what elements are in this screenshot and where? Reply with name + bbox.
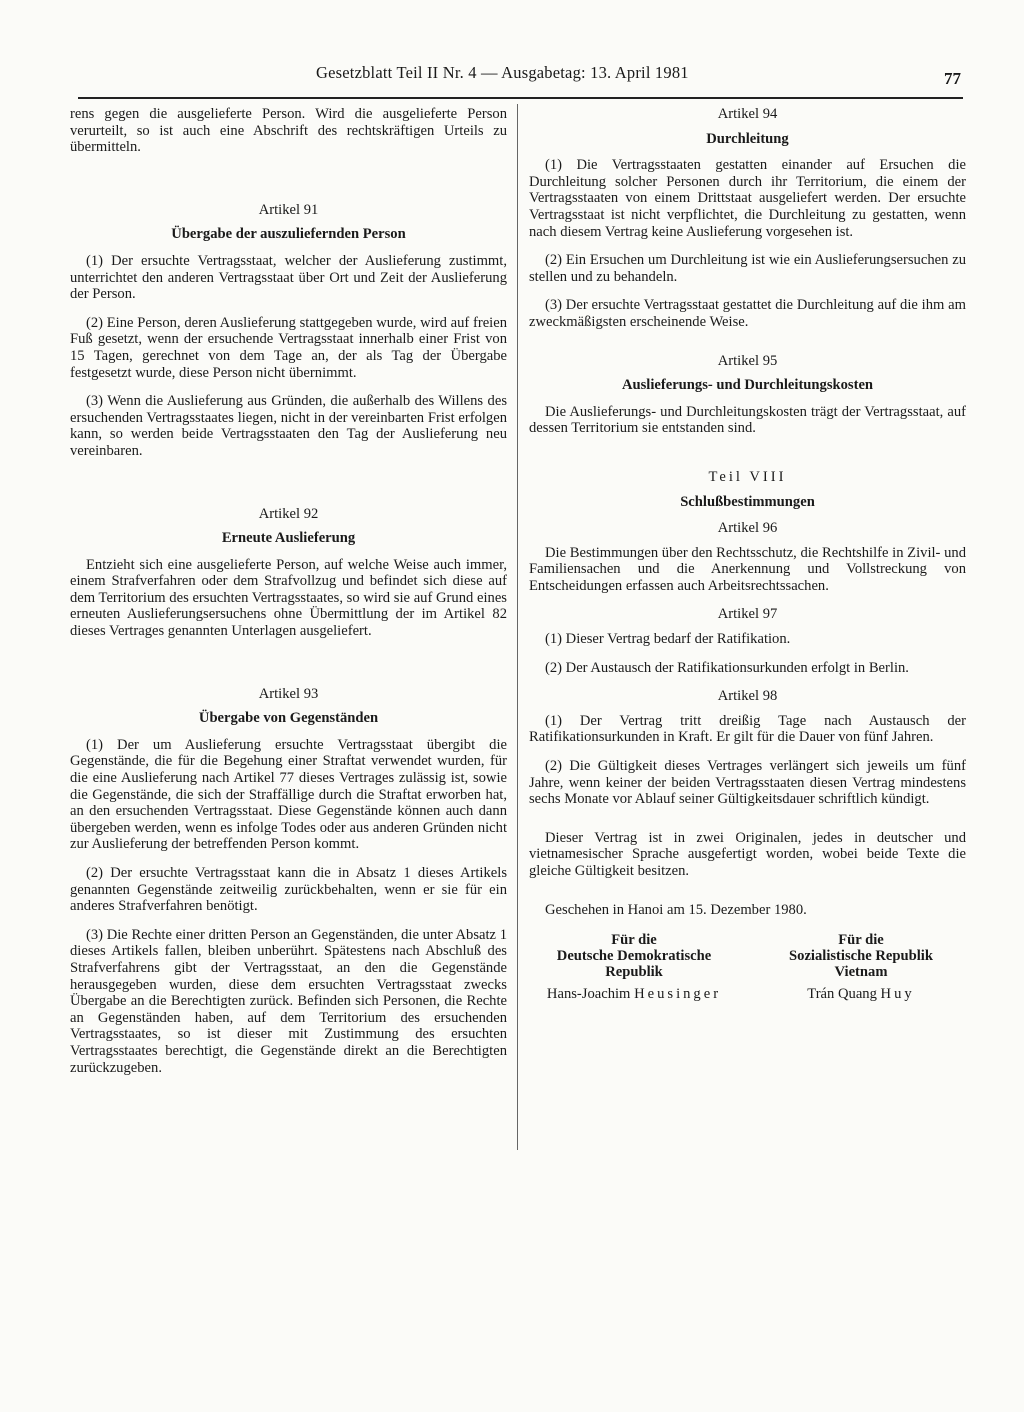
page-header xyxy=(78,63,963,99)
article-94-para-1: (1) Die Vertragsstaaten gestatten einander auf Ersuchen die Durchleitung solcher Personen durch ihr Territorium, die einem der Vertragsstaaten von einem Drittstaat ausgeliefert werden. Der ersuchte Vertragsstaat ist nicht verpflichtet, die Durchleitung zu gestatten, wenn nach diesem Vertrag keine Auslieferung vorgesehen ist. xyxy=(529,157,966,240)
header-title: Gesetzblatt Teil II Nr. 4 — Ausgabetag: 13. April 1981 xyxy=(316,63,689,82)
article-94-para-2: (2) Ein Ersuchen um Durchleitung ist wie ein Auslieferungsersuchen zu stellen und zu behandeln. xyxy=(529,252,966,285)
page-number: 77 xyxy=(944,69,961,88)
article-98-para-2: (2) Die Gültigkeit dieses Vertrages verlängert sich jeweils um fünf Jahre, wenn keiner der beiden Vertragsstaaten diesen Vertrag mindestens sechs Monate vor Ablauf seiner Gültigkeitsdauer schriftlich kündigt. xyxy=(529,758,966,808)
article-91-para-1: (1) Der ersuchte Vertragsstaat, welcher der Auslieferung zustimmt, unterrichtet den anderen Vertragsstaat über Ort und Zeit der Auslieferung der Person. xyxy=(70,252,507,303)
article-92-label: Artikel 92 xyxy=(258,505,319,522)
sig-gdr-name xyxy=(529,986,739,1003)
article-91-para-3: (3) Wenn die Auslieferung aus Gründen, die außerhalb des Willens des ersuchenden Vertragsstaates liegen, nicht in der vereinbarten Frist erfolgen kann, so werden beide Vertragsstaaten den Tag der Auslieferung neu vereinbaren. xyxy=(70,393,507,459)
article-98-para-1: (1) Der Vertrag tritt dreißig Tage nach Austausch der Ratifikationsurkunden in Kraft. Er gilt für die Dauer von fünf Jahren. xyxy=(529,712,966,746)
article-91-para-2: (2) Eine Person, deren Auslieferung stattgegeben wurde, wird auf freien Fuß gesetzt, wenn der ersuchende Vertragsstaat innerhalb einer Frist von 15 Tagen, gerechnet von dem Tage an, der als Tag der Übergabe festgesetzt wurde, diese Person nicht übernimmt. xyxy=(70,314,507,381)
sig-vn-line-1: Für die xyxy=(838,932,884,949)
article-93-para-1: (1) Der um Auslieferung ersuchte Vertragsstaat übergibt die Gegenstände, die für die Begehung einer Straftat verwendet wurden, für die eine Auslieferung nach Artikel 77 dieses Vertrages zulässig ist, sowie die Gegenstände, die sich der Straffällige durch die Straftat erworben hat, an den ersuchenden Vertragsstaat. Diese Gegenstände können auch dann übergeben werden, wenn es infolge Todes oder aus anderen Gründen nicht zur Auslieferung der betreffenden Person kommt. xyxy=(70,736,507,853)
signature-section xyxy=(529,932,966,1003)
sig-vn-line-2: Sozialistische Republik xyxy=(789,948,933,965)
sig-gdr-last-name: Heusinger xyxy=(634,986,722,1003)
article-96-para-1: Die Bestimmungen über den Rechtsschutz, die Rechtshilfe in Zivil- und Familiensachen und die Anerkennung und Vollstreckung von Entscheidungen erfassen auch Arbeitsrechtssachen. xyxy=(529,544,966,594)
part-label: Teil VIII xyxy=(708,468,787,485)
article-95-para-1: Die Auslieferungs- und Durchleitungskosten trägt der Vertragsstaat, auf dessen Territorium sie entstanden sind. xyxy=(529,403,966,437)
article-93-para-2: (2) Der ersuchte Vertragsstaat kann die in Absatz 1 dieses Artikels genannten Gegenstände zeitweilig zurückbehalten, wenn er sie für ein anderes Strafverfahren benötigt. xyxy=(70,865,507,915)
signature-gdr xyxy=(529,932,739,1003)
sig-vn-last-name: Huy xyxy=(880,986,915,1003)
article-93-label: Artikel 93 xyxy=(258,685,319,702)
sig-vn-first-name: Trán Quang xyxy=(807,986,877,1003)
sig-gdr-line-1: Für die xyxy=(611,932,657,949)
article-92-title: Erneute Auslieferung xyxy=(221,530,356,547)
article-96-label: Artikel 96 xyxy=(717,520,778,537)
article-94-label: Artikel 94 xyxy=(717,106,778,122)
closing-paragraph: Dieser Vertrag ist in zwei Originalen, jedes in deutscher und vietnamesischer Sprache ausgefertigt worden, wobei beide Texte die gleiche Gültigkeit besitzen. xyxy=(529,829,966,879)
sig-vn-line-3: Vietnam xyxy=(834,964,888,981)
article-97-para-2: (2) Der Austausch der Ratifikationsurkunden erfolgt in Berlin. xyxy=(545,659,909,676)
article-91-title: Übergabe der auszuliefernden Person xyxy=(171,226,406,243)
article-93-para-3: (3) Die Rechte einer dritten Person an Gegenständen, die unter Absatz 1 dieses Artikels fallen, bleiben unberührt. Spätestens nach Abschluß des Strafverfahrens gibt der Vertragsstaat, an den die Gegenstände herausgegeben wurden, diese dem ersuchten Vertragsstaat zwecks Übergabe an die Berechtigten zurück. Befinden sich Personen, die Rechte an Gegenständen haben, auf dem Territorium des ersuchenden Vertragsstaates, so ist dieser mit Zustimmung des ersuchten Vertragsstaates berechtigt, die Gegenstände direkt an die Berechtigten zurückzugeben. xyxy=(70,926,507,1076)
left-column xyxy=(70,106,507,1088)
article-93-title: Übergabe von Gegenständen xyxy=(198,710,379,727)
article-94-para-3: (3) Der ersuchte Vertragsstaat gestattet die Durchleitung auf die ihm am zweckmäßigsten erscheinende Weise. xyxy=(529,297,966,330)
article-92-para-1: Entzieht sich eine ausgelieferte Person, auf welche Weise auch immer, einem Strafverfahren oder dem Strafvollzug und befindet sich diese auf dem Territorium des ersuchten Vertragsstaates, so wird sie auf Grund eines erneuten Auslieferungsersuchens ohne Übermittlung der im Artikel 82 dieses Vertrages genannten Unterlagen ausgeliefert. xyxy=(70,556,507,640)
article-95-title: Auslieferungs- und Durchleitungskosten xyxy=(621,377,874,394)
right-column xyxy=(529,106,966,1003)
part-title: Schlußbestimmungen xyxy=(680,493,815,510)
article-98-label: Artikel 98 xyxy=(717,688,778,705)
article-97-label: Artikel 97 xyxy=(717,606,778,623)
article-91-label: Artikel 91 xyxy=(258,201,319,218)
column-divider xyxy=(517,104,518,1150)
sig-gdr-first-name: Hans-Joachim xyxy=(546,986,631,1003)
article-94-title: Durchleitung xyxy=(706,130,789,147)
sig-vn-name xyxy=(756,986,966,1003)
article-97-para-1: (1) Dieser Vertrag bedarf der Ratifikation. xyxy=(545,631,791,648)
sig-gdr-line-3: Republik xyxy=(605,964,663,981)
intro-paragraph: rens gegen die ausgelieferte Person. Wird die ausgelieferte Person verurteilt, so ist auch eine Abschrift des rechtskräftigen Urteils zu übermitteln. xyxy=(70,106,507,156)
signature-vietnam xyxy=(756,932,966,1003)
article-95-label: Artikel 95 xyxy=(717,352,778,369)
sig-gdr-line-2: Deutsche Demokratische xyxy=(556,948,712,965)
place-date: Geschehen in Hanoi am 15. Dezember 1980. xyxy=(545,901,807,918)
